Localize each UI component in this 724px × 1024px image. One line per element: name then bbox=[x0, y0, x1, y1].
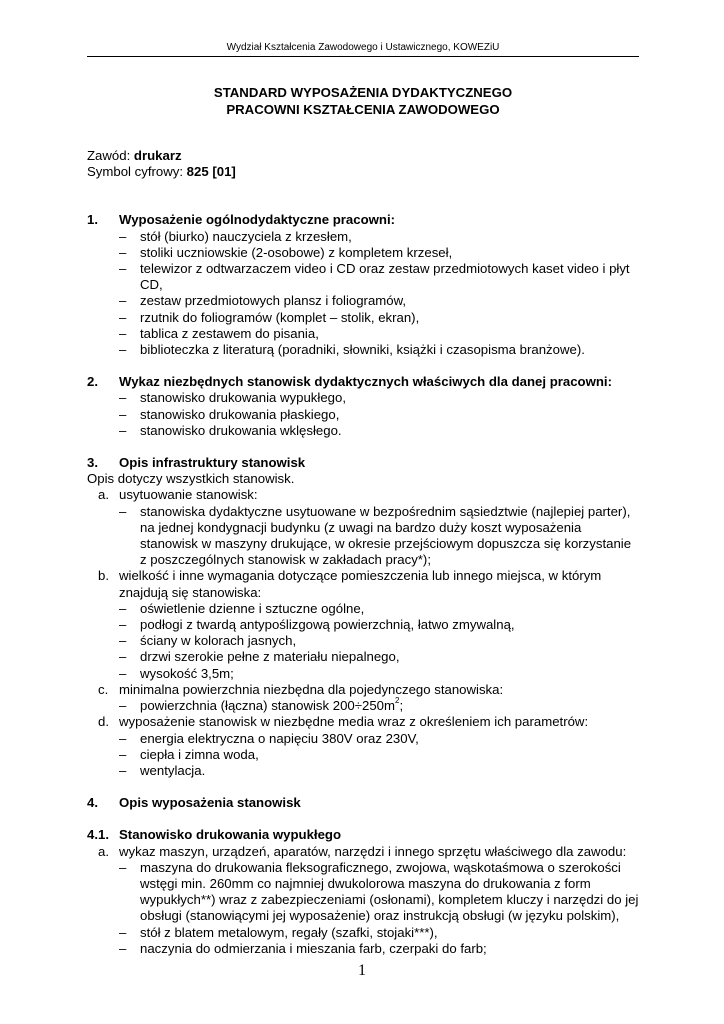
list-item: – stanowisko drukowania wklęsłego. bbox=[87, 423, 639, 439]
area-text: powierzchnia (łączna) stanowisk 200÷250m bbox=[140, 698, 395, 714]
section-1-heading bbox=[87, 212, 639, 228]
profession-value: drukarz bbox=[133, 148, 182, 163]
section-3c-list bbox=[87, 695, 639, 714]
section-4-1-number: 4.1. bbox=[87, 827, 109, 843]
section-4-1a-list bbox=[87, 860, 639, 957]
list-item: – tablica z zestawem do pisania, bbox=[87, 326, 639, 342]
symbol-value: 825 [01] bbox=[186, 164, 236, 180]
list-item: – ściany w kolorach jasnych, bbox=[87, 633, 639, 649]
list-item: – wentylacja. bbox=[87, 763, 639, 779]
section-4-1 bbox=[87, 827, 639, 957]
item-letter: b. bbox=[98, 568, 109, 584]
symbol-line bbox=[87, 164, 639, 180]
list-item: – stanowiska dydaktyczne usytuowane w bezpośrednim sąsiedztwie (najlepiej parter), na jednej kondygnacji budynku (z uwagi na bardzo duży koszt wyposażenia stanowisk w maszyny drukujące, w okresie przejściowym dopuszcza się korzystanie z poszczególnych stanowisk w zakładach pracy*); bbox=[87, 504, 639, 569]
section-4 bbox=[87, 795, 639, 811]
section-3-item-c bbox=[87, 682, 639, 714]
section-2-list bbox=[87, 390, 639, 439]
section-4-1-item-a bbox=[87, 844, 639, 957]
section-1-list bbox=[87, 229, 639, 359]
profession-line bbox=[87, 148, 639, 164]
page-header: Wydział Kształcenia Zawodowego i Ustawicznego, KOWEZiU bbox=[226, 42, 500, 53]
list-item: – zestaw przedmiotowych plansz i foliogramów, bbox=[87, 293, 639, 309]
list-item: – stół z blatem metalowym, regały (szafki, stojaki***), bbox=[87, 925, 639, 941]
list-item: – ciepła i zimna woda, bbox=[87, 747, 639, 763]
list-item: – telewizor z odtwarzaczem video i CD oraz zestaw przedmiotowych kaset video i płyt CD, bbox=[87, 261, 639, 293]
list-item: – energia elektryczna o napięciu 380V oraz 230V, bbox=[87, 731, 639, 747]
section-3-item-d bbox=[87, 714, 639, 779]
section-3-intro: Opis dotyczy wszystkich stanowisk. bbox=[87, 471, 295, 487]
title-line-1: STANDARD WYPOSAŻENIA DYDAKTYCZNEGO bbox=[213, 85, 513, 100]
list-item: – stanowisko drukowania płaskiego, bbox=[87, 407, 639, 423]
list-item: – biblioteczka z literaturą (poradniki, słowniki, książki i czasopisma branżowe). bbox=[87, 342, 639, 358]
item-text: usytuowanie stanowisk: bbox=[119, 487, 258, 503]
section-1 bbox=[87, 212, 639, 358]
document-body bbox=[87, 84, 639, 957]
list-item bbox=[87, 695, 639, 714]
list-item: – oświetlenie dzienne i sztuczne ogólne, bbox=[87, 601, 639, 617]
item-letter: c. bbox=[98, 681, 109, 697]
section-4-heading bbox=[87, 795, 639, 811]
section-3d-list bbox=[87, 731, 639, 780]
item-text: wyposażenie stanowisk w niezbędne media wraz z określeniem ich parametrów: bbox=[119, 714, 589, 730]
section-3-heading bbox=[87, 455, 639, 471]
section-2-number: 2. bbox=[87, 374, 98, 390]
section-3-number: 3. bbox=[87, 455, 98, 471]
header-rule bbox=[87, 56, 639, 57]
section-2 bbox=[87, 374, 639, 439]
list-item: – stoliki uczniowskie (2-osobowe) z kompletem krzeseł, bbox=[87, 245, 639, 261]
title-line-2: PRACOWNI KSZTAŁCENIA ZAWODOWEGO bbox=[226, 102, 500, 117]
section-1-title: Wyposażenie ogólnodydaktyczne pracowni: bbox=[119, 212, 396, 228]
section-3 bbox=[87, 455, 639, 779]
list-item: – wysokość 3,5m; bbox=[87, 666, 639, 682]
section-3-item-a bbox=[87, 487, 639, 568]
item-text: wielkość i inne wymagania dotyczące pomieszczenia lub innego miejsca, w którym znajdują się stanowiska: bbox=[119, 568, 602, 600]
list-item: – stanowisko drukowania wypukłego, bbox=[87, 390, 639, 406]
list-item: – naczynia do odmierzania i mieszania farb, czerpaki do farb; bbox=[87, 941, 639, 957]
section-3-item-b bbox=[87, 568, 639, 681]
section-4-title: Opis wyposażenia stanowisk bbox=[119, 795, 301, 811]
symbol-label: Symbol cyfrowy: bbox=[87, 164, 187, 180]
document-title bbox=[87, 84, 639, 118]
section-3-title: Opis infrastruktury stanowisk bbox=[119, 455, 306, 471]
section-4-number: 4. bbox=[87, 795, 98, 811]
section-4-1-heading bbox=[87, 827, 639, 843]
list-item: – rzutnik do foliogramów (komplet – stolik, ekran), bbox=[87, 310, 639, 326]
area-tail: ; bbox=[399, 698, 404, 714]
profession-info bbox=[87, 148, 639, 180]
section-3b-list bbox=[87, 601, 639, 682]
list-item: – stół (biurko) nauczyciela z krzesłem, bbox=[87, 229, 639, 245]
profession-label: Zawód: bbox=[87, 148, 134, 163]
page-number: 1 bbox=[358, 962, 366, 979]
item-text: wykaz maszyn, urządzeń, aparatów, narzędzi i innego sprzętu właściwego dla zawodu: bbox=[119, 843, 627, 859]
item-letter: a. bbox=[98, 843, 109, 859]
section-2-heading bbox=[87, 374, 639, 390]
section-3a-list bbox=[87, 504, 639, 569]
list-item: – podłogi z twardą antypoślizgową powierzchnią, łatwo zmywalną, bbox=[87, 617, 639, 633]
section-4-1-title: Stanowisko drukowania wypukłego bbox=[119, 827, 342, 843]
section-1-number: 1. bbox=[87, 212, 98, 228]
list-item: – maszyna do drukowania fleksograficznego, zwojowa, wąskotaśmowa o szerokości wstęgi min. 260mm co najmniej dwukolorowa maszyna do drukowania z form wypukłych**) wraz z zabezpieczeniami (osłonami), kompletem kluczy i narzędzi do jej obsługi (stanowiącymi jej wyposażenie) oraz instrukcją obsługi (w języku polskim), bbox=[87, 860, 639, 925]
item-letter: d. bbox=[98, 714, 109, 730]
section-2-title: Wykaz niezbędnych stanowisk dydaktycznych właściwych dla danej pracowni: bbox=[119, 374, 612, 390]
item-letter: a. bbox=[98, 487, 109, 503]
area-superscript: 2 bbox=[395, 695, 400, 705]
item-text: minimalna powierzchnia niezbędna dla pojedynczego stanowiska: bbox=[119, 681, 504, 697]
list-item: – drzwi szerokie pełne z materiału niepalnego, bbox=[87, 649, 639, 665]
